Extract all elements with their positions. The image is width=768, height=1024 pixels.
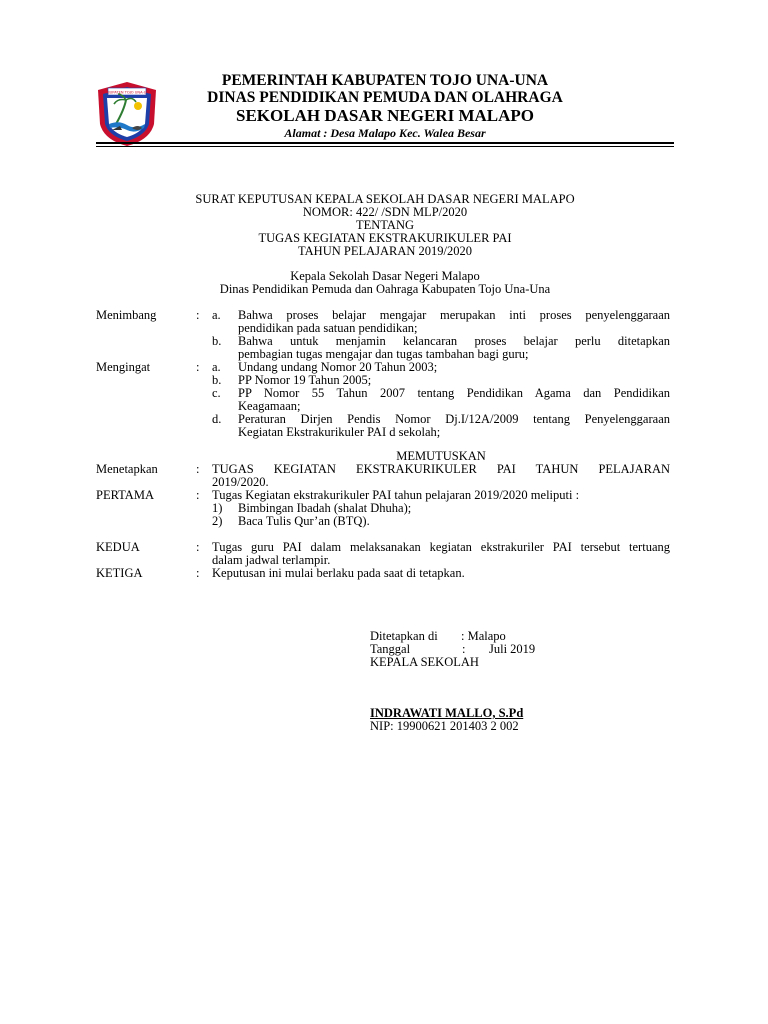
mengingat-colon: : (196, 360, 200, 374)
mengingat-c-line-2: Keagamaan; (238, 399, 301, 413)
menetapkan-colon: : (196, 462, 200, 476)
decree-title: SURAT KEPUTUSAN KEPALA SEKOLAH DASAR NEGERI MALAPO (195, 192, 575, 206)
mengingat-c-line-1: PP Nomor 55 Tahun 2007 tentang Pendidikan Agama dan Pendidikan (238, 386, 670, 400)
pertama-item-1-text: Bimbingan Ibadah (shalat Dhuha); (238, 501, 412, 515)
mengingat-c-letter: c. (212, 386, 221, 400)
menetapkan-line-1: TUGAS KEGIATAN EKSTRAKURIKULER PAI TAHUN PELAJARAN (212, 462, 670, 476)
mengingat-label: Mengingat (96, 360, 151, 374)
decree-tentang: TENTANG (355, 218, 414, 232)
signature-date-label: Tanggal (370, 642, 411, 656)
signature-name: INDRAWATI MALLO, S.Pd (370, 706, 524, 720)
menimbang-b-line-1: Bahwa untuk menjamin kelancaran proses belajar perlu ditetapkan (238, 334, 670, 348)
letterhead-address: Alamat : Desa Malapo Kec. Walea Besar (284, 126, 486, 140)
pertama-text: Tugas Kegiatan ekstrakurikuler PAI tahun pelajaran 2019/2020 meliputi : (212, 488, 580, 502)
decree-number: NOMOR: 422/ /SDN MLP/2020 (302, 205, 468, 219)
letterhead-rule-thin (96, 146, 674, 147)
decree-subject: TUGAS KEGIATAN EKSTRAKURIKULER PAI (258, 231, 512, 245)
pertama-item-1-num: 1) (212, 501, 223, 515)
mengingat-b-text: PP Nomor 19 Tahun 2005; (238, 373, 372, 387)
signature-date-value: Juli 2019 (489, 642, 536, 656)
mengingat-a-text: Undang undang Nomor 20 Tahun 2003; (238, 360, 438, 374)
authority-line-1: Kepala Sekolah Dasar Negeri Malapo (290, 269, 480, 283)
kedua-line-2: dalam jadwal terlampir. (212, 553, 331, 567)
ketiga-text: Keputusan ini mulai berlaku pada saat di tetapkan. (212, 566, 465, 580)
menimbang-b-line-2: pembagian tugas mengajar dan tugas tambahan bagi guru; (238, 347, 529, 361)
mengingat-d-letter: d. (212, 412, 222, 426)
menimbang-a-line-1: Bahwa proses belajar mengajar merupakan inti proses penyelenggaraan (238, 308, 670, 322)
ketiga-label: KETIGA (96, 566, 143, 580)
pertama-item-2-text: Baca Tulis Qur’an (BTQ). (238, 514, 370, 528)
letterhead-school-name: SEKOLAH DASAR NEGERI MALAPO (235, 106, 534, 125)
menetapkan-line-2: 2019/2020. (212, 475, 269, 489)
letterhead-line-2: DINAS PENDIDIKAN PEMUDA DAN OLAHRAGA (207, 89, 563, 106)
signature-place-label: Ditetapkan di (370, 629, 438, 643)
mengingat-a-letter: a. (212, 360, 221, 374)
authority-line-2: Dinas Pendidikan Pemuda dan Oahraga Kabupaten Tojo Una-Una (219, 282, 551, 296)
menimbang-a-letter: a. (212, 308, 221, 322)
pertama-label: PERTAMA (96, 488, 154, 502)
signature-date-colon: : (462, 642, 466, 656)
menimbang-a-line-2: pendidikan pada satuan pendidikan; (238, 321, 418, 335)
decree-year: TAHUN PELAJARAN 2019/2020 (298, 244, 472, 258)
menetapkan-label: Menetapkan (96, 462, 158, 476)
kedua-label: KEDUA (96, 540, 140, 554)
menimbang-b-letter: b. (212, 334, 222, 348)
ketiga-colon: : (196, 566, 200, 580)
pertama-item-2-num: 2) (212, 514, 223, 528)
mengingat-d-line-2: Kegiatan Ekstrakurikuler PAI d sekolah; (238, 425, 441, 439)
letterhead-rule-thick (96, 142, 674, 144)
logo-banner-text: KABUPATEN TOJO UNA-UNA (102, 90, 152, 95)
menimbang-label: Menimbang (96, 308, 157, 322)
kedua-colon: : (196, 540, 200, 554)
pertama-colon: : (196, 488, 200, 502)
signature-place-value: : Malapo (461, 629, 506, 643)
menimbang-colon: : (196, 308, 200, 322)
signature-position: KEPALA SEKOLAH (370, 655, 479, 669)
letterhead-line-1: PEMERINTAH KABUPATEN TOJO UNA-UNA (221, 72, 549, 89)
signature-nip: NIP: 19900621 201403 2 002 (370, 719, 519, 733)
mengingat-b-letter: b. (212, 373, 222, 387)
mengingat-d-line-1: Peraturan Dirjen Pendis Nomor Dj.I/12A/2009 tentang Penyelenggaraan (238, 412, 670, 426)
memutuskan-heading: MEMUTUSKAN (396, 449, 486, 463)
regency-logo (94, 80, 160, 148)
kedua-line-1: Tugas guru PAI dalam melaksanakan kegiatan ekstrakuriler PAI tersebut tertuang (212, 540, 670, 554)
